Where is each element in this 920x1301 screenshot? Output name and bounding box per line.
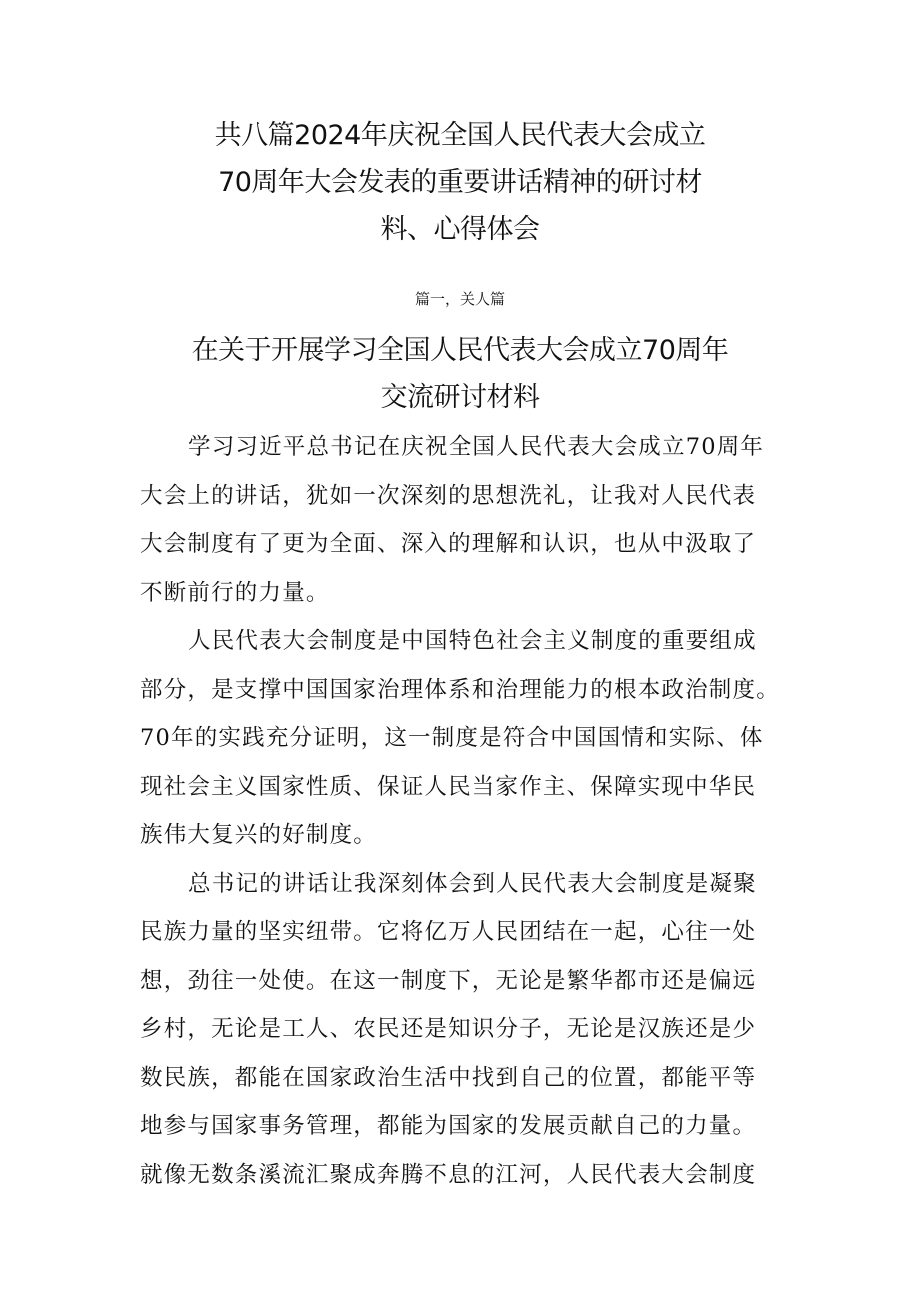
- text-line: 不断前行的力量。: [140, 579, 330, 606]
- text-line: 部分，是支撑中国国家治理体系和治理能力的根本政治制度。: [140, 676, 780, 703]
- text-line: 想，劲往一处使。在这一制度下，无论是繁华都市还是偏远: [140, 967, 757, 994]
- text-line: 大会上的讲话，犹如一次深刻的思想洗礼，让我对人民代表: [140, 482, 757, 509]
- document-body: [140, 423, 785, 1199]
- text-line: 人民代表大会制度是中国特色社会主义制度的重要组成: [188, 628, 757, 654]
- text-line: 总书记的讲话让我深刻体会到人民代表大会制度是凝聚: [188, 870, 757, 897]
- document-title-line: 共八篇2024年庆祝全国人民代表大会成立: [214, 120, 706, 151]
- text-line: 现社会主义国家性质、保证人民当家作主、保障实现中华民: [140, 773, 757, 800]
- text-line: 就像无数条溪流汇聚成奔腾不息的江河，人民代表大会制度: [140, 1161, 757, 1188]
- text-line: 70年的实践充分证明，这一制度是符合中国国情和实际、体: [140, 725, 764, 751]
- text-line: 大会制度有了更为全面、深入的理解和认识，也从中汲取了: [140, 531, 757, 557]
- paragraph-1: [140, 423, 785, 617]
- text-line: 地参与国家事务管理，都能为国家的发展贡献自己的力量。: [140, 1113, 757, 1139]
- text-line: 乡村，无论是工人、农民还是知识分子，无论是汉族还是少: [140, 1016, 757, 1042]
- section-title-line: 交流研讨材料: [380, 382, 540, 413]
- section-label: 篇一，关人篇: [414, 290, 505, 308]
- document-title: [140, 112, 780, 253]
- text-line: 数民族，都能在国家政治生活中找到自己的位置，都能平等: [140, 1064, 757, 1091]
- text-line: 民族力量的坚实纽带。它将亿万人民团结在一起，心往一处: [140, 919, 757, 945]
- section-title: [140, 327, 780, 421]
- section-title-line: 在关于开展学习全国人民代表大会成立70周年: [191, 335, 729, 366]
- document-title-line: 70周年大会发表的重要讲话精神的研讨材: [218, 167, 702, 198]
- paragraph-2: [140, 617, 785, 860]
- text-line: 族伟大复兴的好制度。: [140, 822, 378, 848]
- paragraph-3: [140, 860, 785, 1200]
- text-line: 学习习近平总书记在庆祝全国人民代表大会成立70周年: [188, 434, 765, 460]
- document-title-line: 料、心得体会: [380, 214, 540, 245]
